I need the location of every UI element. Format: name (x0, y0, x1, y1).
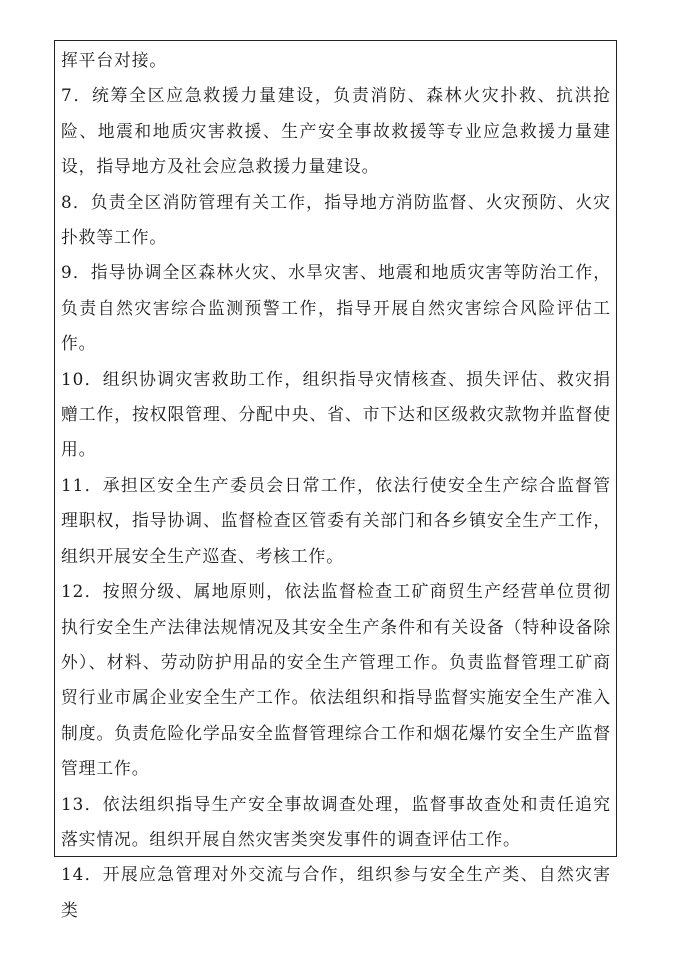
paragraph-item-9: 9．指导协调全区森林火灾、水旱灾害、地震和地质灾害等防治工作，负责自然灾害综合监测预警工作，指导开展自然灾害综合风险评估工作。 (61, 262, 611, 354)
paragraph-item-10: 10．组织协调灾害救助工作，组织指导灾情核查、损失评估、救灾捐赠工作，按权限管理、分配中央、省、市下达和区级救灾款物并监督使用。 (61, 368, 611, 460)
paragraph-item-8: 8．负责全区消防管理有关工作，指导地方消防监督、火灾预防、火灾扑救等工作。 (61, 191, 611, 248)
paragraph-item-12: 12．按照分级、属地原则，依法监督检查工矿商贸生产经营单位贯彻执行安全生产法律法规情况及其安全生产条件和有关设备（特种设备除外）、材料、劳动防护用品的安全生产管理工作。负责监督管理工矿商贸行业市属企业安全生产工作。依法组织和指导监督实施安全生产准入制度。负责危险化学品安全监督管理综合工作和烟花爆竹安全生产监督管理工作。 (61, 581, 611, 779)
document-body (61, 43, 611, 928)
paragraph-continuation: 挥平台对接。 (61, 50, 168, 70)
paragraph-item-11: 11．承担区安全生产委员会日常工作，依法行使安全生产综合监督管理职权，指导协调、监督检查区管委有关部门和各乡镇安全生产工作，组织开展安全生产巡查、考核工作。 (61, 474, 611, 566)
document-frame (54, 40, 617, 920)
paragraph-item-14: 14．开展应急管理对外交流与合作，组织参与安全生产类、自然灾害类 (61, 864, 611, 920)
paragraph-item-7: 7．统筹全区应急救援力量建设，负责消防、森林火灾扑救、抗洪抢险、地震和地质灾害救援、生产安全事故救援等专业应急救援力量建设，指导地方及社会应急救援力量建设。 (61, 85, 611, 177)
paragraph-item-13: 13．依法组织指导生产安全事故调查处理，监督事故查处和责任追究落实情况。组织开展自然灾害类突发事件的调查评估工作。 (61, 793, 611, 849)
